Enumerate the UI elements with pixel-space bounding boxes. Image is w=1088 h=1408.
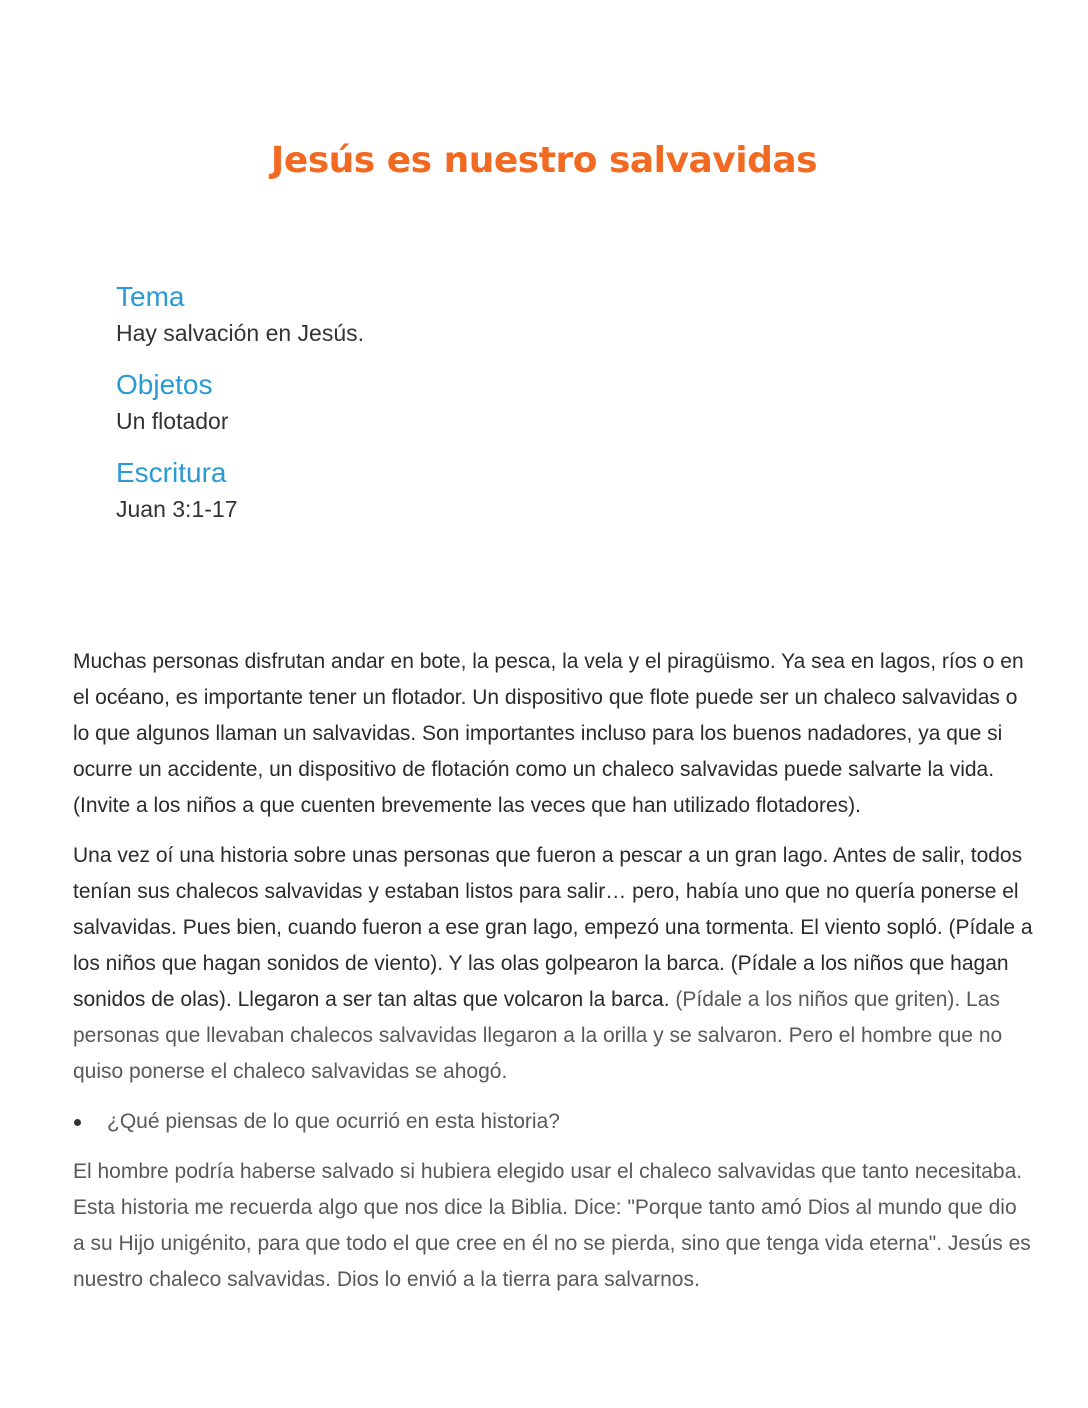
theme-heading: Tema — [116, 281, 185, 312]
page-title: Jesús es nuestro salvavidas — [270, 140, 818, 181]
intro-paragraph: Muchas personas disfrutan andar en bote, la pesca, la vela y el piragüismo. Ya sea en lagos, ríos o en el océano, es importante tener un flotador. Un dispositivo que flote puede ser un chaleco salvavidas o lo que algunos llaman un salvavidas. Son importantes incluso para los buenos nadadores, ya que si ocurre un accidente, un dispositivo de flotación como un chaleco salvavidas puede salvarte la vida. (Invite a los niños a que cuenten brevemente las veces que han utilizado flotadores). — [73, 650, 1024, 817]
lesson-info — [116, 278, 976, 542]
story-paragraph — [73, 838, 1033, 1090]
question-text: ¿Qué piensas de lo que ocurrió en esta historia? — [107, 1110, 560, 1133]
lesson-body — [73, 644, 1033, 1312]
list-item — [73, 1104, 1033, 1140]
story-text-bold: Una vez oí una historia sobre unas personas que fueron a pescar a un gran lago. Antes de salir, todos tenían sus chalecos salvavidas y estaban listos para salir… pero, había uno que no quería ponerse el salvavidas. Pues bien, cuando fueron a ese gran lago, empezó una tormenta. El viento sopló. (Pídale a los niños que hagan sonidos de viento). Y las olas golpearon la barca. (Pídale a los niños que hagan sonidos de olas). Llegaron a ser tan altas que volcaron la barca. — [73, 844, 1033, 1011]
question-list — [73, 1104, 1033, 1140]
story-text-end: (Pídale a los niños que griten). Las personas que llevaban chalecos salvavidas llegaron a la orilla y se salvaron. Pero el hombre que no quiso ponerse el chaleco salvavidas se ahogó. — [73, 988, 1003, 1083]
theme-value: Hay salvación en Jesús. — [116, 320, 365, 346]
objects-value: Un flotador — [116, 408, 229, 434]
conclusion-paragraph: El hombre podría haberse salvado si hubiera elegido usar el chaleco salvavidas que tanto necesitaba. Esta historia me recuerda algo que nos dice la Biblia. Dice: "Porque tanto amó Dios al mundo que dio a su Hijo unigénito, para que todo el que cree en él no se pierda, sino que tenga vida eterna". Jesús es nuestro chaleco salvavidas. Dios lo envió a la tierra para salvarnos. — [73, 1160, 1031, 1291]
scripture-heading: Escritura — [116, 457, 227, 488]
scripture-value: Juan 3:1-17 — [116, 496, 238, 522]
objects-heading: Objetos — [116, 369, 213, 400]
objects-section — [116, 366, 976, 438]
bullet-icon — [74, 1119, 81, 1126]
theme-section — [116, 278, 976, 350]
scripture-section — [116, 454, 976, 526]
